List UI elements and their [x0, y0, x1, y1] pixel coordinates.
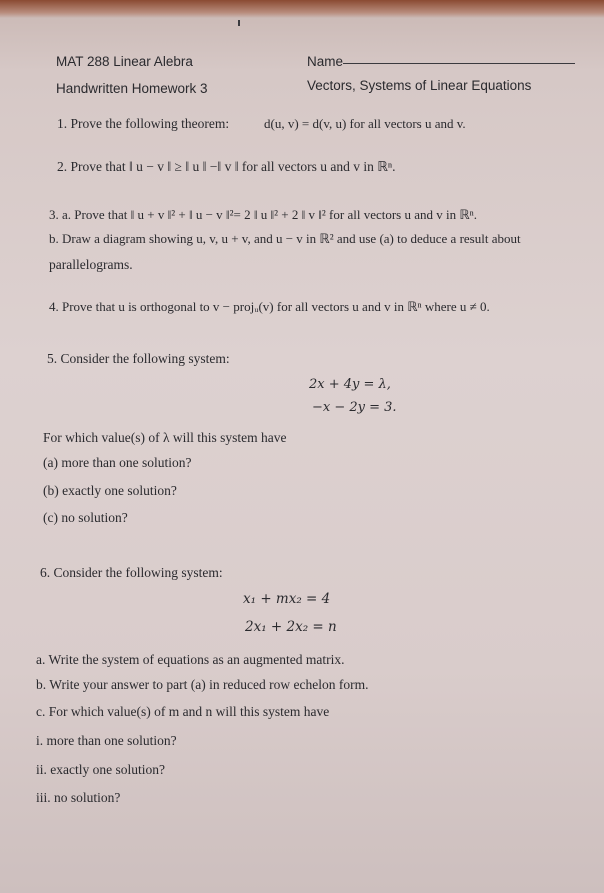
problem-3b-line-2: parallelograms. — [49, 257, 133, 272]
problem-5c: (c) no solution? — [43, 510, 128, 525]
problem-5a: (a) more than one solution? — [43, 455, 192, 470]
problem-6a: a. Write the system of equations as an augmented matrix. — [36, 652, 345, 667]
problem-6-i: i. more than one solution? — [36, 733, 177, 748]
assignment-topic: Vectors, Systems of Linear Equations — [307, 78, 532, 93]
problem-5-question: For which value(s) of λ will this system have — [43, 430, 287, 445]
problem-6-iii: iii. no solution? — [36, 790, 121, 805]
problem-1-statement: d(u, v) = d(v, u) for all vectors u and v. — [264, 116, 466, 131]
paper-top-edge — [0, 0, 604, 18]
problem-6-equation-1: x₁ + mx₂ = 4 — [243, 591, 331, 607]
problem-5-equation-1: 2x + 4y = λ, — [309, 377, 391, 392]
problem-6-ii: ii. exactly one solution? — [36, 762, 165, 777]
problem-6c: c. For which value(s) of m and n will this system have — [36, 704, 330, 719]
problem-2: 2. Prove that ‖ u − v ‖ ≥ ‖ u ‖ −‖ v ‖ for all vectors u and v in ℝⁿ. — [57, 159, 396, 174]
problem-3b-line-1: b. Draw a diagram showing u, v, u + v, and u − v in ℝ² and use (a) to deduce a result about — [49, 231, 521, 246]
problem-6b: b. Write your answer to part (a) in reduced row echelon form. — [36, 677, 369, 692]
problem-5b: (b) exactly one solution? — [43, 483, 177, 498]
problem-5-intro: 5. Consider the following system: — [47, 351, 230, 366]
problem-6-equation-2: 2x₁ + 2x₂ = n — [245, 619, 337, 635]
problem-1-prompt: 1. Prove the following theorem: — [57, 116, 230, 131]
problem-6-intro: 6. Consider the following system: — [40, 565, 223, 580]
problem-4: 4. Prove that u is orthogonal to v − projᵤ(v) for all vectors u and v in ℝⁿ where u ≠ 0. — [49, 299, 490, 314]
paper-mark — [238, 20, 240, 26]
name-blank-line — [343, 63, 575, 64]
course-title: MAT 288 Linear Alebra — [56, 54, 193, 69]
assignment-title: Handwritten Homework 3 — [56, 81, 208, 96]
name-label: Name — [307, 54, 344, 69]
problem-3a: 3. a. Prove that ‖ u + v ‖² + ‖ u − v ‖²= 2 ‖ u ‖² + 2 ‖ v ‖² for all vectors u and v in ℝⁿ. — [49, 207, 478, 222]
problem-5-equation-2: −x − 2y = 3. — [312, 400, 397, 415]
